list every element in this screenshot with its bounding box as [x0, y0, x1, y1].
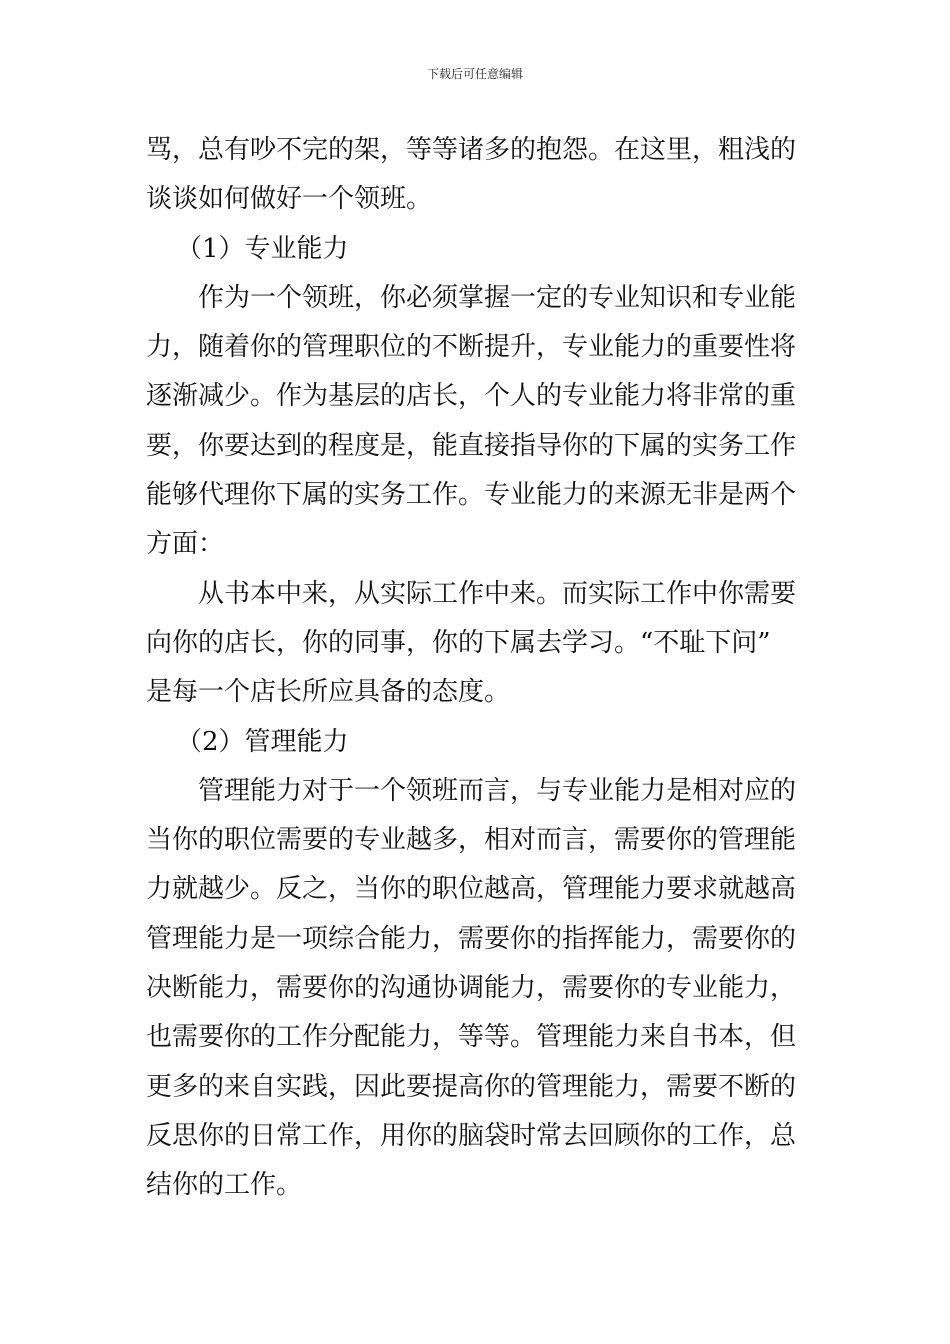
section-heading: （1）专业能力 [176, 233, 349, 264]
text-line: 更多的来自实践，因此要提高你的管理能力，需要不断的 [146, 1071, 797, 1102]
text-line: 管理能力对于一个领班而言，与专业能力是相对应的 [198, 775, 797, 806]
text-line: 要，你要达到的程度是，能直接指导你的下属的实务工作 [146, 430, 797, 461]
text-line: 逐渐减少。作为基层的店长，个人的专业能力将非常的重 [146, 381, 797, 412]
text-line: 谈谈如何做好一个领班。 [146, 184, 433, 215]
text-line: 骂，总有吵不完的架，等等诸多的抱怨。在这里，粗浅的 [146, 135, 797, 165]
text-line: 力就越少。反之，当你的职位越高，管理能力要求就越高 [146, 874, 797, 905]
text-line: 力，随着你的管理职位的不断提升，专业能力的重要性将 [146, 332, 797, 363]
text-line: 能够代理你下属的实务工作。专业能力的来源无非是两个 [146, 480, 797, 511]
page-header: 下载后可任意编辑 [426, 67, 523, 81]
text-line: 是每一个店长所应具备的态度。 [146, 677, 511, 708]
text-line: 也需要你的工作分配能力，等等。管理能力来自书本，但 [146, 1022, 797, 1053]
text-line: 方面： [146, 529, 225, 560]
text-line: 向你的店长，你的同事，你的下属去学习。“不耻下问” [146, 627, 771, 658]
text-line: 管理能力是一项综合能力，需要你的指挥能力，需要你的 [146, 923, 797, 954]
document-body [146, 126, 810, 1211]
text-line: 反思你的日常工作，用你的脑袋时常去回顾你的工作，总 [146, 1120, 797, 1151]
text-line: 决断能力，需要你的沟通协调能力，需要你的专业能力， [146, 973, 797, 1004]
text-line: 从书本中来，从实际工作中来。而实际工作中你需要 [198, 578, 797, 609]
text-line: 结你的工作。 [146, 1170, 303, 1201]
text-line: 当你的职位需要的专业越多，相对而言，需要你的管理能 [146, 825, 797, 856]
section-heading: （2）管理能力 [176, 726, 349, 757]
text-line: 作为一个领班，你必须掌握一定的专业知识和专业能 [198, 282, 797, 313]
